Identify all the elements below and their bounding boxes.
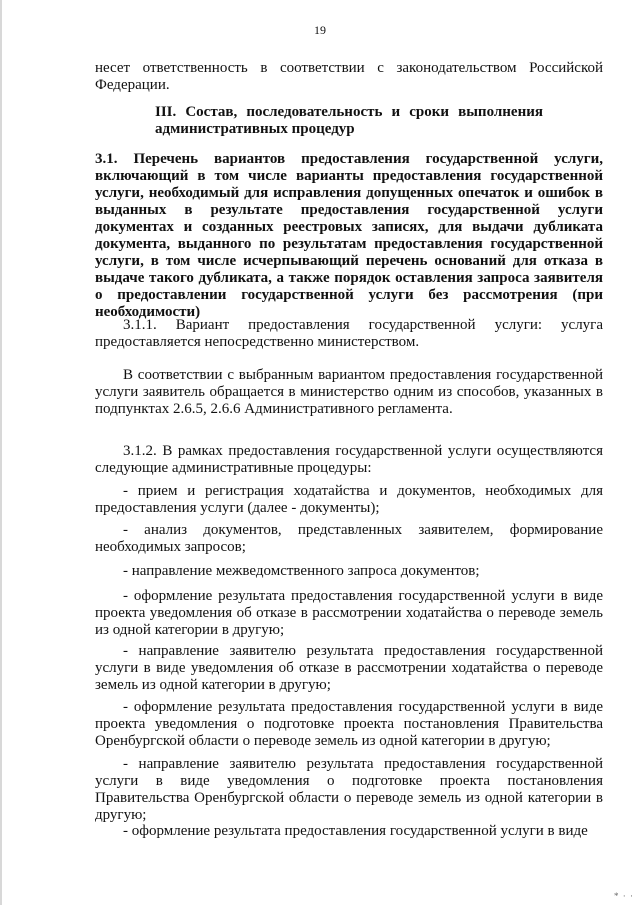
section-heading: III. Состав, последовательность и сроки выполнения административных процедур: [155, 104, 543, 137]
list-item: - оформление результата предоставления государственной услуги в виде: [123, 823, 588, 839]
paragraph-3-1-1: 3.1.1. Вариант предоставления государственной услуги: услуга предоставляется непосредственно министерством.: [95, 317, 603, 350]
list-item: - направление заявителю результата предоставления государственной услуги в виде уведомления о подготовке проекта постановления Правительства Оренбургской области о переводе земель из одной категории в другую;: [95, 756, 603, 823]
list-item: - направление заявителю результата предоставления государственной услуги в виде уведомления об отказе в рассмотрении ходатайства о переводе земель из одной категории в другую;: [95, 643, 603, 693]
list-item: - направление межведомственного запроса документов;: [123, 563, 480, 579]
scan-corner-mark: * · ·: [614, 891, 634, 901]
subsection-heading: 3.1. Перечень вариантов предоставления государственной услуги, включающий в том числе варианты предоставления государственной услуги, необходимый для исправления допущенных опечаток и ошибок в выданных в результате предоставления государственной услуги документах и созданных реестровых записях, для выдачи дубликата документа, выданного по результатам предоставления государственной услуги, в том числе исчерпывающий перечень оснований для отказа в выдаче такого дубликата, а также порядок оставления запроса заявителя о предоставлении государственной услуги без рассмотрения (при необходимости): [95, 151, 603, 320]
paragraph-intro: несет ответственность в соответствии с законодательством Российской Федерации.: [95, 60, 603, 93]
list-item: - прием и регистрация ходатайства и документов, необходимых для предоставления услуги (далее - документы);: [95, 483, 603, 516]
scan-edge: [0, 0, 2, 905]
paragraph-variant: В соответствии с выбранным вариантом предоставления государственной услуги заявитель обращается в министерство одним из способов, указанных в подпунктах 2.6.5, 2.6.6 Административного регламента.: [95, 367, 603, 417]
list-item: - оформление результата предоставления государственной услуги в виде проекта уведомления об отказе в рассмотрении ходатайства о переводе земель из одной категории в другую;: [95, 588, 603, 638]
list-item: - оформление результата предоставления государственной услуги в виде проекта уведомления о подготовке проекта постановления Правительства Оренбургской области о переводе земель из одной категории в другую;: [95, 699, 603, 749]
list-item: - анализ документов, представленных заявителем, формирование необходимых запросов;: [95, 522, 603, 555]
paragraph-3-1-2: 3.1.2. В рамках предоставления государственной услуги осуществляются следующие административные процедуры:: [95, 443, 603, 476]
page-number: 19: [314, 23, 326, 37]
